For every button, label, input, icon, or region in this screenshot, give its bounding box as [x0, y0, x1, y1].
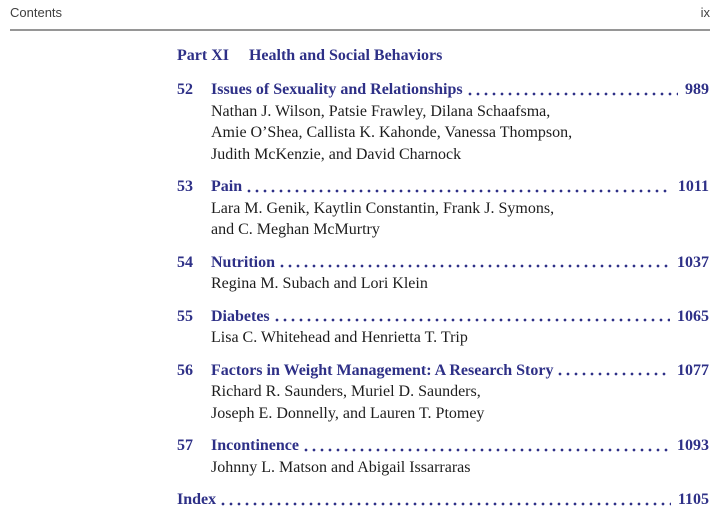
chapter-page-number: 1011	[677, 178, 709, 195]
dot-leader	[302, 435, 670, 457]
chapter-title-row[interactable]	[177, 252, 709, 274]
chapter-title: Issues of Sexuality and Relationships	[211, 81, 463, 98]
chapter-authors	[211, 273, 709, 295]
chapter-authors	[211, 101, 709, 166]
dot-leader	[273, 306, 670, 328]
folio-page-number: ix	[700, 5, 710, 20]
dot-leader	[278, 252, 670, 274]
part-title: Health and Social Behaviors	[248, 47, 443, 64]
index-entry[interactable]	[177, 489, 709, 508]
chapter-authors	[211, 457, 709, 479]
author-line: Joseph E. Donnelly, and Lauren T. Ptomey	[211, 404, 485, 422]
chapter-title-row[interactable]	[177, 306, 709, 328]
author-line: Amie O’Shea, Callista K. Kahonde, Vanessa Thompson,	[211, 124, 573, 141]
part-heading	[177, 45, 709, 66]
chapter-title: Incontinence	[211, 437, 299, 454]
author-line: Lisa C. Whitehead and Henrietta T. Trip	[211, 329, 468, 346]
toc-entry[interactable]	[177, 435, 709, 478]
chapter-title-row[interactable]	[177, 360, 709, 382]
chapter-title: Pain	[211, 178, 243, 195]
author-line: Lara M. Genik, Kaytlin Constantin, Frank J. Symons,	[211, 199, 555, 217]
chapter-title-row[interactable]	[177, 435, 709, 457]
toc-content	[177, 45, 709, 508]
chapter-page-number: 1065	[677, 307, 709, 325]
index-page-number: 1105	[677, 491, 709, 508]
chapter-number: 56	[177, 361, 193, 379]
toc-entry[interactable]	[177, 306, 709, 349]
chapter-number: 57	[177, 437, 193, 454]
header-rule	[10, 29, 710, 31]
chapter-title: Factors in Weight Management: A Research Story	[211, 361, 554, 379]
toc-entries	[177, 79, 709, 478]
chapter-page-number: 1093	[677, 437, 709, 454]
dot-leader	[556, 360, 670, 382]
chapter-number: 54	[177, 253, 193, 271]
chapter-title-row[interactable]	[177, 79, 709, 101]
contents-label: Contents	[10, 5, 63, 20]
chapter-authors	[211, 327, 709, 349]
toc-entry[interactable]	[177, 176, 709, 241]
chapter-number: 53	[177, 178, 193, 195]
chapter-number: 55	[177, 307, 193, 325]
chapter-authors	[211, 198, 709, 241]
author-line: Nathan J. Wilson, Patsie Frawley, Dilana Schaafsma,	[211, 102, 551, 120]
chapter-title: Diabetes	[211, 307, 270, 325]
chapter-page-number: 989	[685, 81, 709, 98]
dot-leader	[466, 79, 678, 101]
dot-leader	[245, 176, 671, 198]
author-line: Richard R. Saunders, Muriel D. Saunders,	[211, 383, 481, 400]
chapter-authors	[211, 381, 709, 424]
toc-entry[interactable]	[177, 360, 709, 425]
part-label: Part XI	[177, 47, 229, 64]
dot-leader	[219, 489, 671, 508]
author-line: Johnny L. Matson and Abigail Issarraras	[211, 458, 471, 476]
author-line: and C. Meghan McMurtry	[211, 221, 380, 238]
toc-entry[interactable]	[177, 79, 709, 165]
author-line: Judith McKenzie, and David Charnock	[211, 145, 462, 163]
chapter-title: Nutrition	[211, 253, 275, 271]
chapter-title-row[interactable]	[177, 176, 709, 198]
toc-entry[interactable]	[177, 252, 709, 295]
chapter-page-number: 1037	[677, 253, 709, 271]
chapter-number: 52	[177, 81, 193, 98]
author-line: Regina M. Subach and Lori Klein	[211, 275, 428, 292]
running-header	[10, 5, 710, 20]
index-title: Index	[177, 491, 217, 508]
chapter-page-number: 1077	[677, 361, 709, 379]
